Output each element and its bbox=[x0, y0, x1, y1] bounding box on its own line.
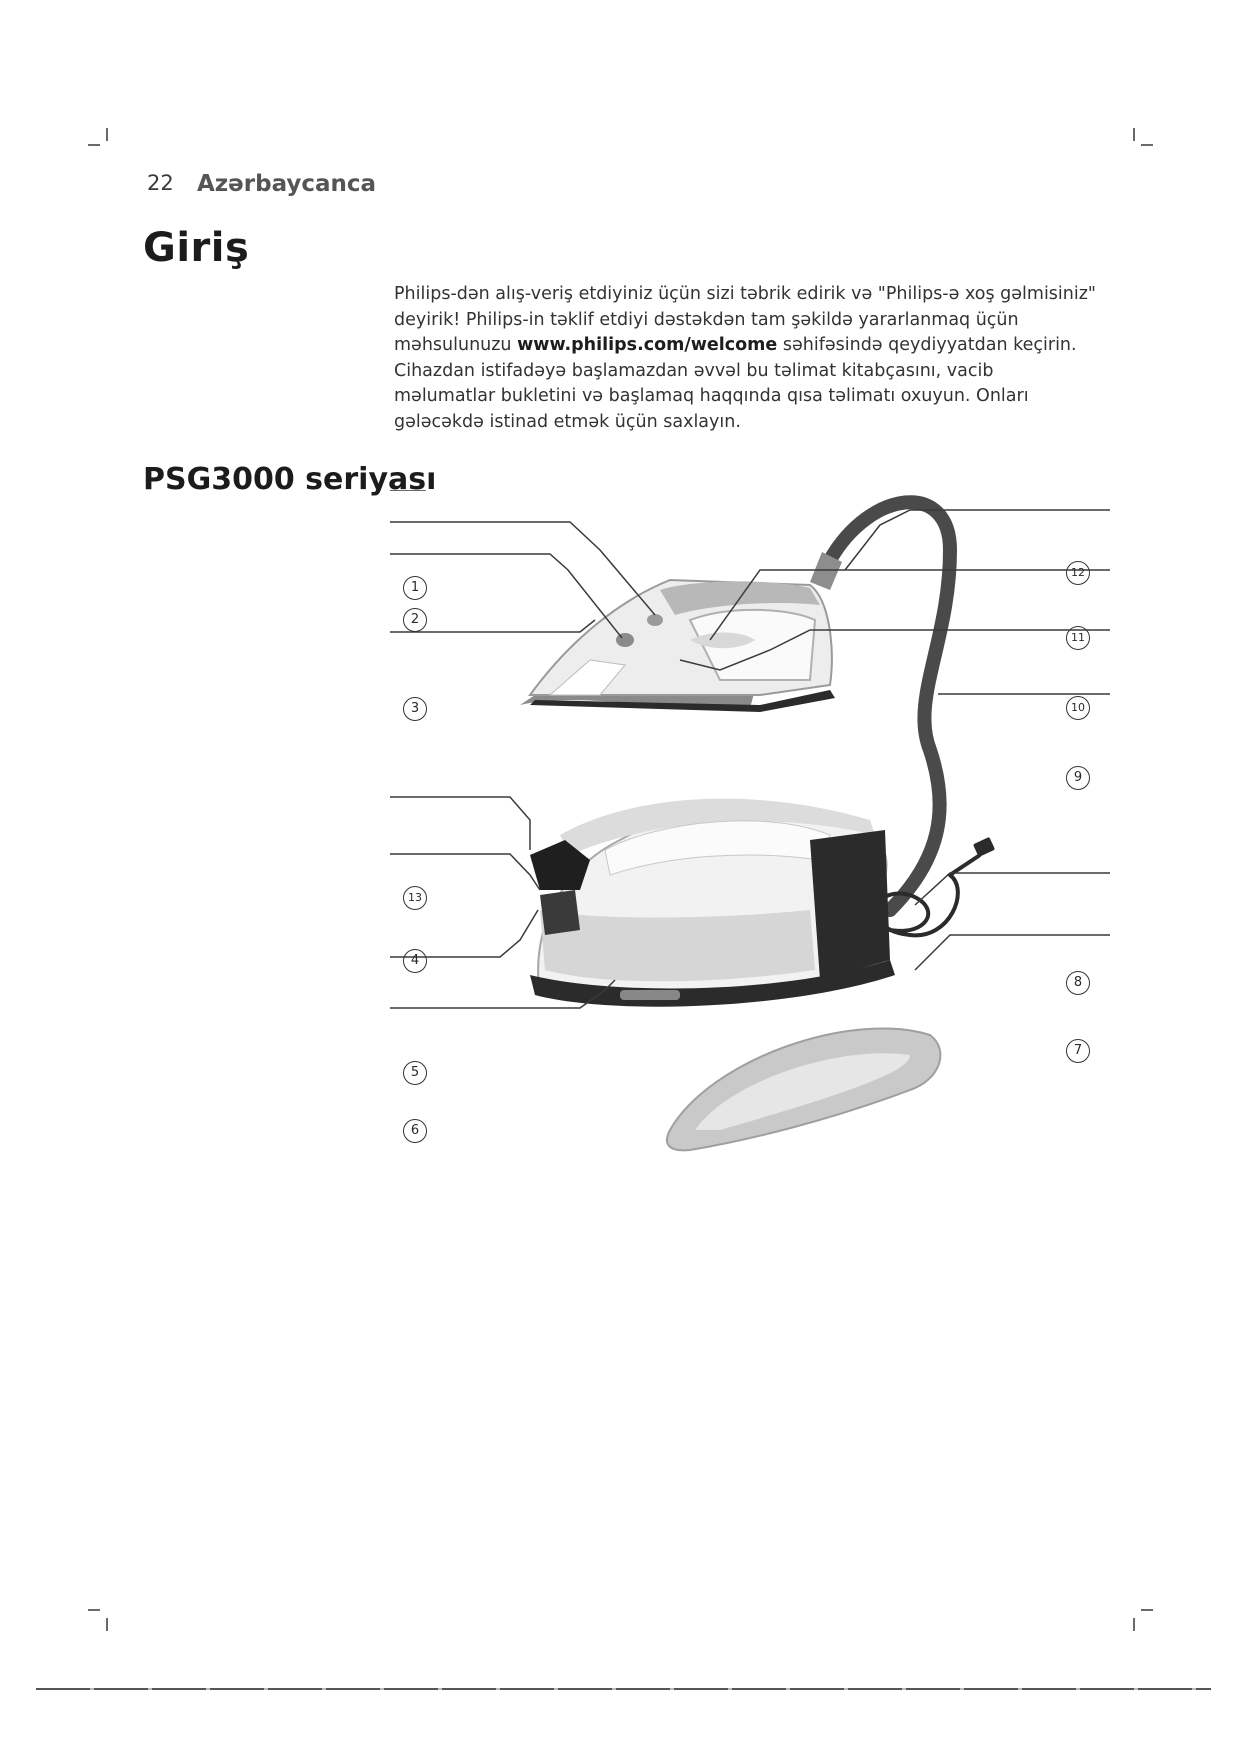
intro-heading: Giriş bbox=[143, 225, 250, 271]
intro-text-before-link: Philips-dən alış-veriş etdiyiniz üçün sizi təbrik edirik və "Philips-ə xoş gəlmisiniz" deyirik! Philips-in təklif etdiyi dəstəkdən tam şəkildə yararlanmaq üçün məhsulunuzu bbox=[394, 284, 1096, 355]
steam-iron bbox=[520, 580, 835, 712]
callout-11: 11 bbox=[1066, 626, 1090, 650]
intro-paragraph bbox=[394, 282, 1099, 435]
callout-8: 8 bbox=[1066, 971, 1090, 995]
callout-1: 1 bbox=[403, 576, 427, 600]
crop-mark-bottom-left-v bbox=[106, 1618, 108, 1631]
crop-mark-bottom-right-h bbox=[1141, 1609, 1153, 1611]
section-language-label: Azərbaycanca bbox=[197, 171, 377, 197]
callout-12: 12 bbox=[1066, 561, 1090, 585]
callout-6: 6 bbox=[403, 1119, 427, 1143]
product-diagram bbox=[390, 490, 1110, 1210]
callout-2: 2 bbox=[403, 608, 427, 632]
page-number: 22 bbox=[147, 171, 174, 195]
callout-7: 7 bbox=[1066, 1039, 1090, 1063]
callout-4: 4 bbox=[403, 949, 427, 973]
callout-9: 9 bbox=[1066, 766, 1090, 790]
crop-mark-top-left-h bbox=[88, 144, 100, 146]
series-heading: PSG3000 seriyası bbox=[143, 462, 437, 497]
callout-13: 13 bbox=[403, 886, 427, 910]
callout-3: 3 bbox=[403, 697, 427, 721]
crop-mark-top-right-h bbox=[1141, 144, 1153, 146]
welcome-link[interactable]: www.philips.com/welcome bbox=[517, 335, 778, 355]
callout-10: 10 bbox=[1066, 696, 1090, 720]
crop-mark-top-left-v bbox=[106, 128, 108, 141]
steam-generator-base bbox=[530, 799, 995, 1007]
intro-text-after-link: səhifəsində qeydiyyatdan keçirin. Cihazdan istifadəyə başlamazdan əvvəl bu təlimat kitabçasını, vacib məlumatlar bukletini və başlamaq haqqında qısa təlimatı oxuyun. Onları gələcəkdə istinad etmək üçün saxlayın. bbox=[394, 335, 1077, 432]
crop-mark-bottom-right-v bbox=[1133, 1618, 1135, 1631]
crop-mark-bottom-left-h bbox=[88, 1609, 100, 1611]
bottom-rule bbox=[36, 1688, 1211, 1690]
callout-5: 5 bbox=[403, 1061, 427, 1085]
crop-mark-top-right-v bbox=[1133, 128, 1135, 141]
